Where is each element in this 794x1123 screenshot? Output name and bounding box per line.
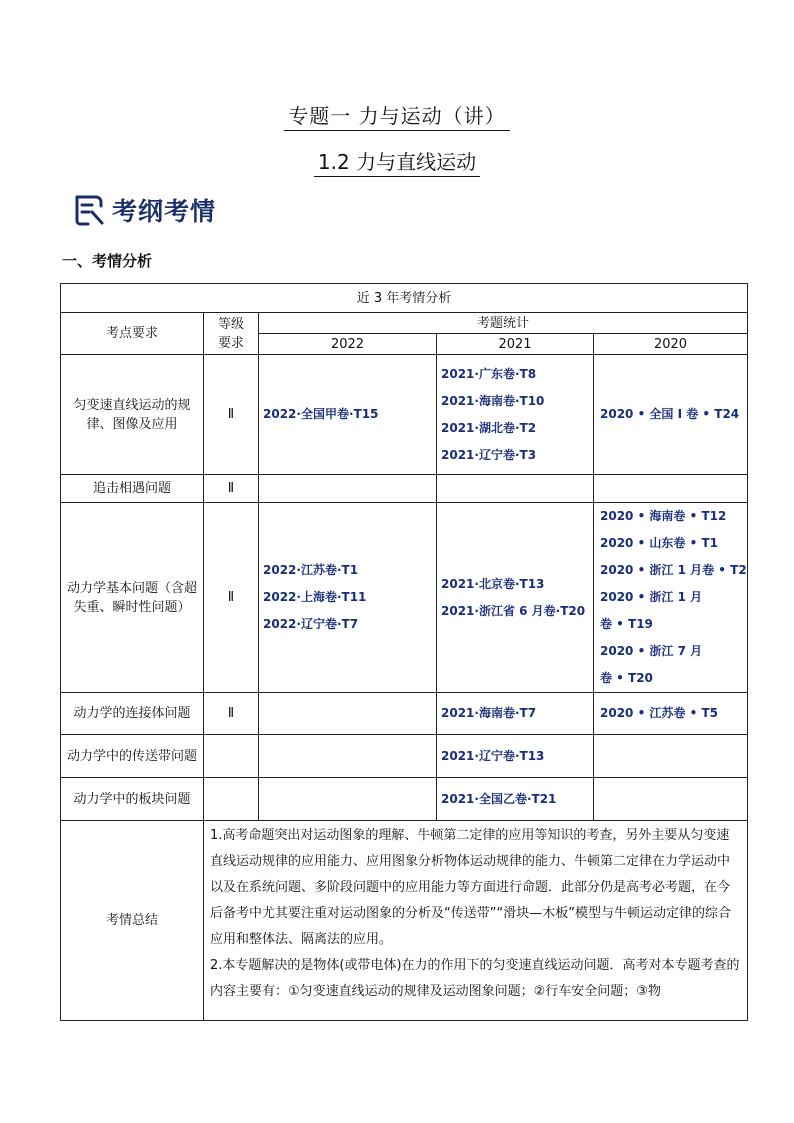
year-header-2020: 2020	[594, 334, 748, 355]
ref-item: 2021·全国乙卷·T21	[441, 791, 557, 806]
cell-2022	[259, 503, 437, 693]
ref-item: 卷 • T19	[600, 617, 653, 631]
row-level: Ⅱ	[204, 693, 259, 735]
row-level: Ⅱ	[204, 475, 259, 503]
cell-2021	[437, 735, 594, 778]
table-row	[61, 693, 748, 735]
table-caption: 近 3 年考情分析	[61, 284, 748, 313]
exam-analysis-table	[60, 283, 748, 1021]
header-stats: 考题统计	[259, 313, 748, 334]
table-header-row	[61, 313, 748, 334]
ref-item: 2022·江苏卷·T1	[263, 563, 359, 577]
row-level: Ⅱ	[204, 503, 259, 693]
row-level	[204, 778, 259, 821]
cell-2020	[594, 735, 748, 778]
cell-2020	[594, 503, 748, 693]
ref-item: 2021·辽宁卷·T3	[441, 447, 537, 462]
summary-paragraph-2: 2.本专题解决的是物体(或带电体)在力的作用下的匀变速直线运动问题．高考对本专题考查的内容主要有：①匀变速直线运动的规律及运动图象问题；②行车安全问题；③物	[210, 958, 740, 999]
ref-item: 2021·北京卷·T13	[441, 576, 545, 591]
cell-2021	[437, 503, 594, 693]
ref-item: 2020 • 海南卷 • T12	[600, 509, 727, 523]
ref-item: 2021·湖北卷·T2	[441, 420, 537, 435]
table-row	[61, 355, 748, 475]
ref-item: 2021·浙江省 6 月卷·T20	[441, 603, 586, 618]
cell-2022	[259, 475, 437, 503]
table-caption-row	[61, 284, 748, 313]
ref-item: 2021·海南卷·T10	[441, 393, 545, 408]
table-row	[61, 778, 748, 821]
row-point: 匀变速直线运动的规律、图像及应用	[61, 355, 204, 475]
summary-text	[204, 821, 748, 1021]
summary-label: 考情总结	[61, 821, 204, 1021]
banner-title: 考纲考情	[112, 197, 217, 226]
cell-2021	[437, 355, 594, 475]
ref-item: 2022·全国甲卷·T15	[263, 407, 379, 421]
notes-icon	[72, 193, 106, 227]
year-header-2021: 2021	[437, 334, 594, 355]
summary-paragraph-1: 1.高考命题突出对运动图象的理解、牛顿第二定律的应用等知识的考查，另外主要从匀变速直线运动规律的应用能力、应用图象分析物体运动规律的能力、牛顿第二定律在力学运动中以及在系统问题、多阶段问题中的应用能力等方面进行命题．此部分仍是高考必考题，在今后备考中尤其要注重对运动图象的分析及“传送带”“滑块—木板”模型与牛顿运动定律的综合应用和整体法、隔离法的应用。	[210, 828, 731, 947]
document-title-text: 专题一 力与运动（讲）	[284, 104, 509, 131]
summary-row	[61, 821, 748, 1021]
ref-item: 2020 • 浙江 1 月卷 • T2	[600, 563, 747, 577]
table-row	[61, 503, 748, 693]
header-level-text: 等级 要求	[217, 316, 244, 351]
ref-item: 2022·辽宁卷·T7	[263, 617, 359, 631]
row-point: 动力学中的传送带问题	[61, 735, 204, 778]
cell-2021	[437, 475, 594, 503]
cell-2022	[259, 735, 437, 778]
cell-2020	[594, 475, 748, 503]
ref-item: 2020 • 山东卷 • T1	[600, 536, 718, 550]
table-row	[61, 735, 748, 778]
ref-item: 卷 • T20	[600, 671, 653, 685]
document-title	[0, 100, 794, 129]
document-subtitle	[0, 146, 794, 175]
ref-item: 2020 • 全国 I 卷 • T24	[600, 407, 740, 421]
ref-item: 2020 • 浙江 1 月	[600, 590, 703, 604]
cell-2020	[594, 778, 748, 821]
year-header-2022: 2022	[259, 334, 437, 355]
ref-item: 2021·广东卷·T8	[441, 366, 537, 381]
document-subtitle-text: 1.2 力与直线运动	[314, 150, 480, 177]
row-point: 动力学中的板块问题	[61, 778, 204, 821]
header-level	[204, 313, 259, 355]
row-level: Ⅱ	[204, 355, 259, 475]
row-point: 动力学基本问题（含超失重、瞬时性问题）	[61, 503, 204, 693]
cell-2020	[594, 355, 748, 475]
ref-item: 2022·上海卷·T11	[263, 590, 367, 604]
cell-2021	[437, 778, 594, 821]
row-level	[204, 735, 259, 778]
row-point: 追击相遇问题	[61, 475, 204, 503]
ref-item: 2020 • 江苏卷 • T5	[600, 706, 718, 720]
ref-item: 2021·辽宁卷·T13	[441, 748, 545, 763]
cell-2022	[259, 355, 437, 475]
cell-2022	[259, 778, 437, 821]
ref-item: 2021·海南卷·T7	[441, 706, 537, 720]
cell-2020	[594, 693, 748, 735]
cell-2021	[437, 693, 594, 735]
table-row	[61, 475, 748, 503]
row-point: 动力学的连接体问题	[61, 693, 204, 735]
section-banner	[72, 190, 216, 230]
header-point: 考点要求	[61, 313, 204, 355]
cell-2022	[259, 693, 437, 735]
section-heading: 一、考情分析	[62, 252, 153, 270]
ref-item: 2020 • 浙江 7 月	[600, 644, 703, 658]
